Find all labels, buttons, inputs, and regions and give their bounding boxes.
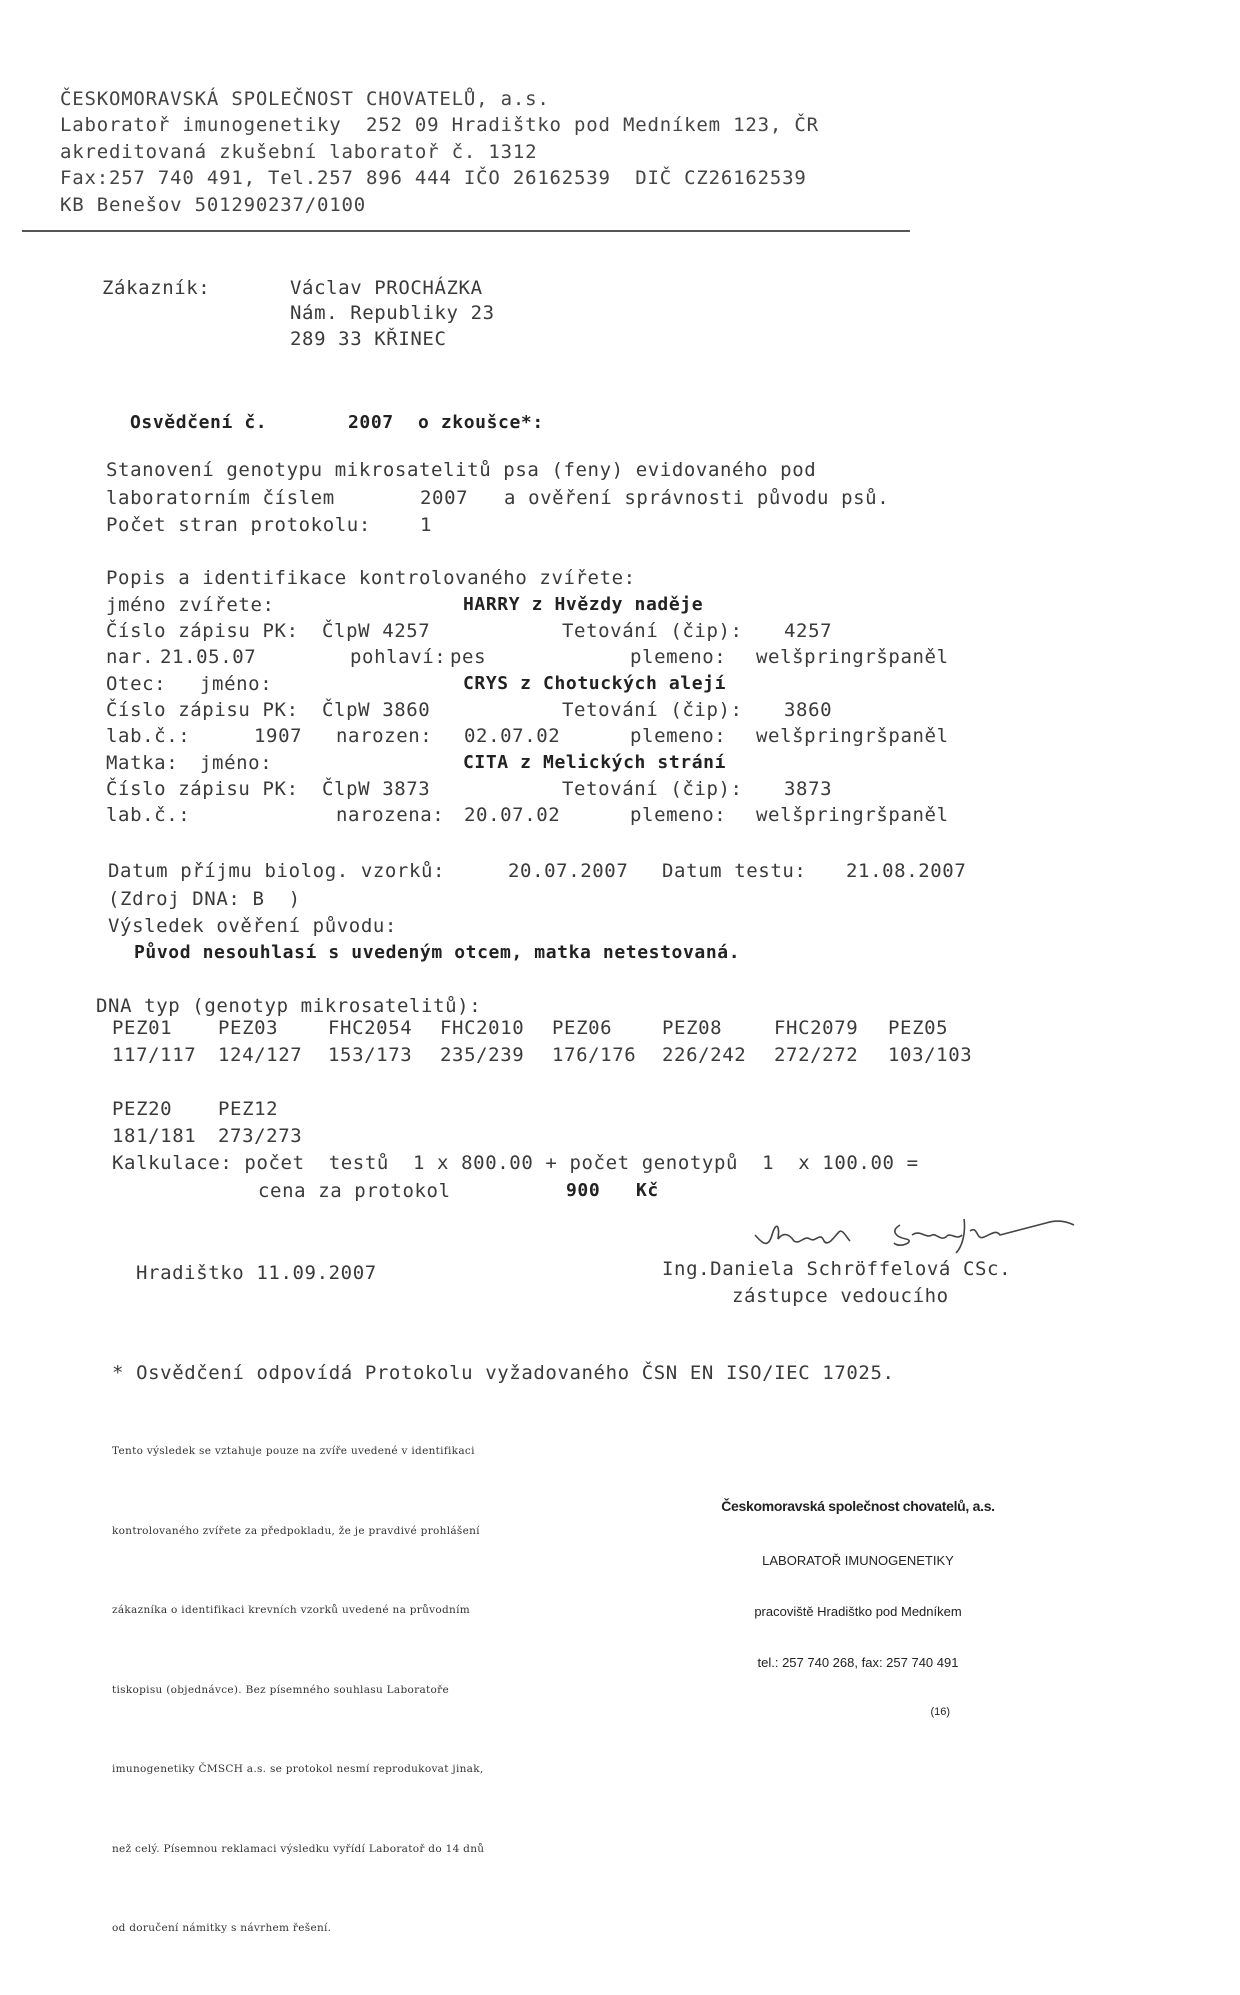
- header-contact: Fax:257 740 491, Tel.257 896 444 IČO 26162539 DIČ CZ26162539: [60, 167, 807, 189]
- dna-marker: FHC2079: [774, 1017, 859, 1039]
- animal-breed-value: welšpringršpaněl: [756, 646, 949, 668]
- certificate-number: 2007: [348, 412, 394, 433]
- header-bank: KB Benešov 501290237/0100: [60, 194, 366, 216]
- header-lab: Laboratoř imunogenetiky 252 09 Hradištko pod Medníkem 123, ČR: [60, 114, 819, 136]
- disclaimer-line: Tento výsledek se vztahuje pouze na zvíře uvedené v identifikaci: [112, 1445, 475, 1457]
- receipt-date-label: Datum příjmu biolog. vzorků:: [108, 860, 446, 882]
- customer-label: Zákazník:: [102, 277, 211, 299]
- mother-reg-label: Číslo zápisu PK:: [106, 778, 299, 800]
- stamp-lab: LABORATOŘ IMUNOGENETIKY: [762, 1553, 954, 1568]
- signer-name: Ing.Daniela Schröffelová CSc.: [662, 1258, 1012, 1280]
- father-born-label: narozen:: [336, 725, 433, 747]
- dna-title: DNA typ (genotyp mikrosatelitů):: [96, 995, 482, 1017]
- father-name-value: CRYS z Chotuckých alejí: [463, 673, 727, 694]
- calculation-line: Kalkulace: počet testů 1 x 800.00 + počet genotypů 1 x 100.00 =: [112, 1152, 919, 1174]
- stamp-company: Českomoravská společnost chovatelů, a.s.: [721, 1498, 995, 1514]
- signature-icon: [750, 1205, 1080, 1265]
- animal-sex-label: pohlaví:: [350, 646, 447, 668]
- dna-marker: PEZ01: [112, 1017, 173, 1039]
- disclaimer-line: imunogenetiky ČMSCH a.s. se protokol nesmí reprodukovat jinak,: [112, 1763, 484, 1775]
- disclaimer-line: kontrolovaného zvířete za předpokladu, že je pravdivé prohlášení: [112, 1524, 480, 1537]
- father-lab-label: lab.č.:: [106, 725, 191, 747]
- certificate-description-1: Stanovení genotypu mikrosatelitů psa (feny) evidovaného pod: [106, 459, 817, 481]
- header-company: ČESKOMORAVSKÁ SPOLEČNOST CHOVATELŮ, a.s.: [60, 88, 550, 110]
- father-reg-label: Číslo zápisu PK:: [106, 699, 299, 721]
- certificate-suffix: o zkoušce*:: [418, 412, 544, 433]
- receipt-date-value: 20.07.2007: [508, 860, 629, 882]
- disclaimer: [112, 1385, 484, 1995]
- animal-reg-label: Číslo zápisu PK:: [106, 620, 299, 642]
- animal-name-label: jméno zvířete:: [106, 594, 275, 616]
- dna-genotype: 117/117: [112, 1044, 197, 1066]
- mother-name-value: CITA z Melických strání: [463, 752, 727, 773]
- dna-marker: PEZ03: [218, 1017, 279, 1039]
- dna-genotype: 181/181: [112, 1125, 197, 1147]
- dna-marker: PEZ12: [218, 1098, 279, 1120]
- certificate-description-2a: laboratorním číslem: [106, 487, 335, 509]
- mother-reg-value: ČlpW 3873: [322, 778, 431, 800]
- animal-name-value: HARRY z Hvězdy naděje: [463, 594, 704, 615]
- mother-tattoo-value: 3873: [784, 778, 833, 800]
- place-date: Hradištko 11.09.2007: [136, 1262, 377, 1284]
- animal-reg-value: ČlpW 4257: [322, 620, 431, 642]
- mother-born-label: narozena:: [336, 804, 445, 826]
- animal-section-title: Popis a identifikace kontrolovaného zvířete:: [106, 567, 636, 589]
- dna-marker: PEZ05: [888, 1017, 949, 1039]
- mother-tattoo-label: Tetování (čip):: [562, 778, 743, 800]
- mother-lab-label: lab.č.:: [106, 804, 191, 826]
- standard-note: * Osvědčení odpovídá Protokolu vyžadovaného ČSN EN ISO/IEC 17025.: [112, 1362, 895, 1384]
- stamp-workplace: pracoviště Hradištko pod Medníkem: [754, 1604, 962, 1619]
- customer-city: 289 33 KŘINEC: [290, 328, 447, 350]
- lab-stamp: [718, 1462, 998, 1754]
- dna-marker: PEZ08: [662, 1017, 723, 1039]
- customer-name: Václav PROCHÁZKA: [290, 277, 483, 299]
- signer-role: zástupce vedoucího: [732, 1285, 949, 1307]
- mother-label: Matka:: [106, 752, 179, 774]
- dna-marker: PEZ20: [112, 1098, 173, 1120]
- price-label: cena za protokol: [258, 1180, 451, 1202]
- stamp-contact: tel.: 257 740 268, fax: 257 740 491: [757, 1655, 959, 1670]
- stamp-code: (16): [930, 1706, 950, 1718]
- result-value: Původ nesouhlasí s uvedeným otcem, matka netestovaná.: [134, 942, 741, 963]
- father-label: Otec:: [106, 673, 167, 695]
- test-date-label: Datum testu:: [662, 860, 807, 882]
- dna-genotype: 124/127: [218, 1044, 303, 1066]
- father-tattoo-value: 3860: [784, 699, 833, 721]
- header-accreditation: akreditovaná zkušební laboratoř č. 1312: [60, 141, 538, 163]
- test-date-value: 21.08.2007: [846, 860, 967, 882]
- dna-source: (Zdroj DNA: B ): [108, 888, 301, 910]
- pages-value: 1: [420, 514, 433, 536]
- animal-breed-label: plemeno:: [630, 646, 727, 668]
- mother-born-value: 20.07.02: [464, 804, 561, 826]
- mother-name-label: jméno:: [200, 752, 273, 774]
- disclaimer-line: zákazníka o identifikaci krevních vzorků uvedené na průvodním: [112, 1604, 471, 1616]
- price-value: 900: [566, 1180, 601, 1201]
- dna-genotype: 273/273: [218, 1125, 303, 1147]
- price-currency: Kč: [636, 1180, 659, 1201]
- father-born-value: 02.07.02: [464, 725, 561, 747]
- dna-genotype: 176/176: [552, 1044, 637, 1066]
- father-breed-label: plemeno:: [630, 725, 727, 747]
- dna-genotype: 153/173: [328, 1044, 413, 1066]
- animal-sex-value: pes: [450, 646, 487, 668]
- animal-tattoo-label: Tetování (čip):: [562, 620, 743, 642]
- father-breed-value: welšpringršpaněl: [756, 725, 949, 747]
- animal-born-label: nar.: [106, 646, 155, 668]
- disclaimer-line: od doručení námitky s návrhem řešení.: [112, 1922, 332, 1934]
- dna-marker: PEZ06: [552, 1017, 613, 1039]
- father-reg-value: ČlpW 3860: [322, 699, 431, 721]
- pages-label: Počet stran protokolu:: [106, 514, 371, 536]
- dna-genotype: 272/272: [774, 1044, 859, 1066]
- father-name-label: jméno:: [200, 673, 273, 695]
- disclaimer-line: tiskopisu (objednávce). Bez písemného souhlasu Laboratoře: [112, 1683, 449, 1696]
- customer-street: Nám. Republiky 23: [290, 302, 495, 324]
- mother-breed-label: plemeno:: [630, 804, 727, 826]
- dna-marker: FHC2010: [440, 1017, 525, 1039]
- dna-marker: FHC2054: [328, 1017, 413, 1039]
- animal-tattoo-value: 4257: [784, 620, 833, 642]
- mother-breed-value: welšpringršpaněl: [756, 804, 949, 826]
- animal-born-value: 21.05.07: [160, 646, 257, 668]
- certificate-description-2b: a ověření správnosti původu psů.: [504, 487, 890, 509]
- disclaimer-line: než celý. Písemnou reklamaci výsledku vyřídí Laboratoř do 14 dnů: [112, 1842, 485, 1855]
- dna-genotype: 226/242: [662, 1044, 747, 1066]
- header-divider: [22, 230, 910, 232]
- result-label: Výsledek ověření původu:: [108, 915, 397, 937]
- father-tattoo-label: Tetování (čip):: [562, 699, 743, 721]
- dna-genotype: 103/103: [888, 1044, 973, 1066]
- certificate-label: Osvědčení č.: [130, 412, 268, 433]
- father-lab-value: 1907: [254, 725, 303, 747]
- certificate-lab-number: 2007: [420, 487, 469, 509]
- dna-genotype: 235/239: [440, 1044, 525, 1066]
